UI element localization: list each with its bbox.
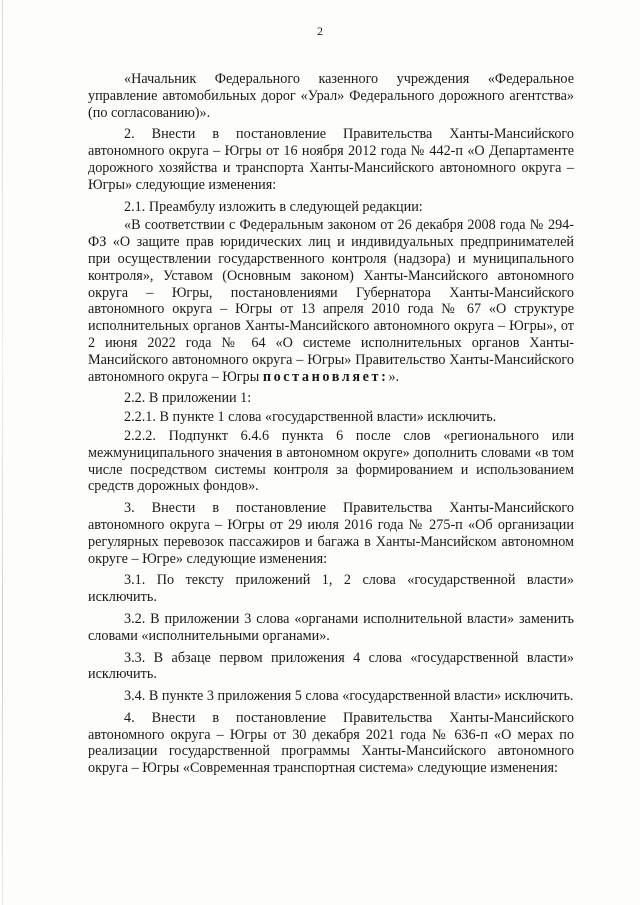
- paragraph-item-2-2-2: 2.2.2. Подпункт 6.4.6 пункта 6 после слов «регионального или межмуниципального значения в автономном округе» дополнить словами «в том числе посредством системы контроля за формированием и использованием средств дорожных фондов».: [88, 427, 574, 495]
- resolution-word: постановляет:: [262, 368, 389, 385]
- preamble-text: «В соответствии с Федеральным законом от 26 декабря 2008 года № 294-ФЗ «О защите прав юридических лиц и индивидуальных предпринимателей при осуществлении государственного контроля (надзора) и муниципального контроля», Уставом (Основным законом) Ханты-Мансийского автономного округа – Югры, постановлениями Губернатора Ханты-Мансийского автономного округа – Югры от 13 апреля 2010 года № 67 «О структуре исполнительных органов Ханты-Мансийского автономного округа – Югры», от 2 июня 2022 года № 64 «О системе исполнительных органов Ханты-Мансийского автономного округа – Югры» Правительство Ханты-Мансийского автономного округа – Югры: [88, 217, 574, 385]
- paragraph-preamble: [88, 217, 574, 385]
- paragraph-item-2: 2. Внести в постановление Правительства Ханты-Мансийского автономного округа – Югры от 16 ноября 2012 года № 442-п «О Департаменте дорожного хозяйства и транспорта Ханты-Мансийского автономного округа – Югры» следующие изменения:: [88, 126, 574, 193]
- paragraph-item-2-2-1: 2.2.1. В пункте 1 слова «государственной власти» исключить.: [124, 409, 497, 426]
- paragraph-item-3-2: 3.2. В приложении 3 слова «органами исполнительной власти» заменить словами «исполнительными органами».: [88, 610, 574, 644]
- paragraph-item-3-4: 3.4. В пункте 3 приложения 5 слова «государственной власти» исключить.: [124, 688, 574, 705]
- paragraph-item-3-3: 3.3. В абзаце первом приложения 4 слова «государственной власти» исключить.: [88, 649, 574, 683]
- scan-edge: [2, 0, 3, 905]
- paragraph-item-3-1: 3.1. По тексту приложений 1, 2 слова «государственной власти» исключить.: [88, 572, 574, 606]
- paragraph-item-3: 3. Внести в постановление Правительства Ханты-Мансийского автономного округа – Югры от 29 июля 2016 года № 275-п «Об организации регулярных перевозок пассажиров и багажа в Ханты-Мансийском автономном округе – Югре» следующие изменения:: [88, 500, 574, 567]
- document-body: [88, 71, 574, 782]
- paragraph-item-4: 4. Внести в постановление Правительства Ханты-Мансийского автономного округа – Югры от 30 декабря 2021 года № 636-п «О мерах по реализации государственной программы Ханты-Мансийского автономного округа – Югры «Современная транспортная система» следующие изменения:: [88, 709, 574, 777]
- paragraph-agency-name: «Начальник Федерального казенного учреждения «Федеральное управление автомобильных дорог «Урал» Федерального дорожного агентства» (по согласованию)».: [88, 71, 574, 121]
- paragraph-item-2-1: 2.1. Преамбулу изложить в следующей редакции:: [124, 198, 423, 215]
- page-number: 2: [317, 24, 323, 38]
- preamble-closing: ».: [388, 368, 400, 385]
- paragraph-item-2-2: 2.2. В приложении 1:: [124, 390, 252, 407]
